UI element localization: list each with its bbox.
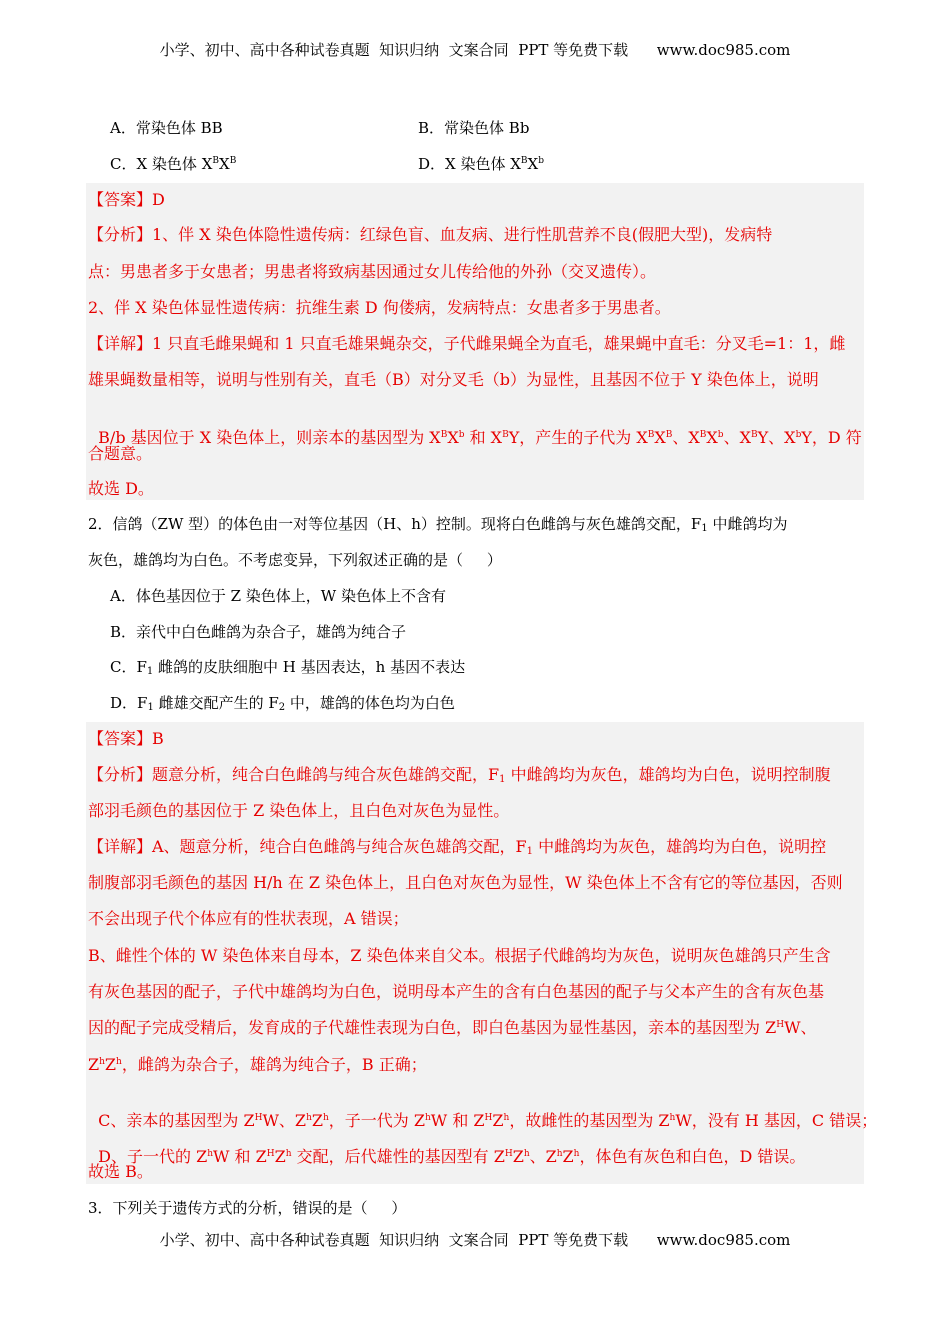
q2-detail-line: C、亲本的基因型为 $Z^HW$、$Z^hZ^h$，子一代为 $Z^hW$ 和 $Z^HZ^h$，故雌性的基因型为 $Z^hW$，没有 H 基因，C 错误； bbox=[98, 1111, 878, 1130]
page-header: 小学、初中、高中各种试卷真题 知识归纳 文案合同 PPT 等免费下载 www.doc985.com bbox=[159, 41, 791, 59]
q2-answer: 【答案】B bbox=[88, 729, 164, 748]
q3-stem: 3．下列关于遗传方式的分析，错误的是（ ） bbox=[88, 1199, 407, 1217]
q2-detail-line: $Z^hZ^h$，雌鸽为杂合子，雄鸽为纯合子，B 正确； bbox=[88, 1055, 427, 1074]
q1-analysis-line: 2、伴 X 染色体显性遗传病：抗维生素 D 佝偻病，发病特点：女患者多于男患者。 bbox=[88, 298, 671, 317]
q2-stem: 灰色，雄鸽均为白色。不考虑变异，下列叙述正确的是（ ） bbox=[88, 551, 502, 569]
page-footer: 小学、初中、高中各种试卷真题 知识归纳 文案合同 PPT 等免费下载 www.doc985.com bbox=[159, 1231, 791, 1249]
q1-option-a: A．常染色体 BB bbox=[110, 119, 223, 137]
q1-option-c: C．X 染色体 $X^BX^B$ bbox=[110, 155, 237, 173]
q1-detail-line: 合题意。 bbox=[88, 444, 153, 463]
q2-detail-line: 不会出现子代个体应有的性状表现，A 错误； bbox=[88, 909, 409, 928]
q1-detail-line: 【详解】1 只直毛雌果蝇和 1 只直毛雄果蝇杂交，子代雌果蝇全为直毛，雄果蝇中直毛：分叉毛=1：1，雌 bbox=[88, 334, 846, 353]
q1-option-b: B．常染色体 Bb bbox=[418, 119, 530, 137]
q2-analysis-line: 【分析】题意分析，纯合白色雌鸽与纯合灰色雄鸽交配，$F_1$ 中雌鸽均为灰色，雄鸽均为白色，说明控制腹 bbox=[88, 765, 831, 785]
q1-detail-line: 雄果蝇数量相等，说明与性别有关，直毛（B）对分叉毛（b）为显性，且基因不位于 Y 染色体上，说明 bbox=[88, 370, 819, 389]
q2-conclusion: 故选 B。 bbox=[88, 1162, 153, 1181]
q2-analysis-line: 部羽毛颜色的基因位于 Z 染色体上，且白色对灰色为显性。 bbox=[88, 801, 510, 820]
q2-stem: 2．信鸽（ZW 型）的体色由一对等位基因（H、h）控制。现将白色雌鸽与灰色雄鸽交配，$F_1$ 中雌鸽均为 bbox=[88, 515, 788, 534]
q2-detail-line: 【详解】A、题意分析，纯合白色雌鸽与纯合灰色雄鸽交配，$F_1$ 中雌鸽均为灰色，雄鸽均为白色，说明控 bbox=[88, 837, 827, 857]
q2-option-a: A．体色基因位于 Z 染色体上，W 染色体上不含有 bbox=[110, 587, 446, 605]
q2-option-c: C．$F_1$ 雌鸽的皮肤细胞中 H 基因表达，h 基因不表达 bbox=[110, 658, 466, 677]
q2-option-b: B．亲代中白色雌鸽为杂合子，雄鸽为纯合子 bbox=[110, 623, 407, 641]
q2-option-d: D．$F_1$ 雌雄交配产生的 $F_2$ 中，雄鸽的体色均为白色 bbox=[110, 694, 455, 713]
q2-detail-line: 因的配子完成受精后，发育成的子代雄性表现为白色，即白色基因为显性基因，亲本的基因型为 $Z^HW$、 bbox=[88, 1018, 817, 1037]
q2-detail-line: 制腹部羽毛颜色的基因 H/h 在 Z 染色体上，且白色对灰色为显性，W 染色体上不含有它的等位基因，否则 bbox=[88, 873, 843, 892]
q1-detail-line: B/b 基因位于 X 染色体上，则亲本的基因型为 $X^BX^b$ 和 $X^BY$，产生的子代为 $X^BX^B$、$X^BX^b$、$X^BY$、$X^bY$，D 符 bbox=[98, 428, 862, 447]
q2-detail-line: B、雌性个体的 W 染色体来自母本，Z 染色体来自父本。根据子代雌鸽均为灰色，说明灰色雄鸽只产生含 bbox=[88, 946, 831, 965]
q2-detail-line: 有灰色基因的配子，子代中雄鸽均为白色，说明母本产生的含有白色基因的配子与父本产生的含有灰色基 bbox=[88, 982, 825, 1001]
q2-detail-line: D、子一代的 $Z^hW$ 和 $Z^HZ^h$ 交配，后代雄性的基因型有 $Z^HZ^h$、$Z^hZ^h$，体色有灰色和白色，D 错误。 bbox=[98, 1147, 806, 1166]
q1-answer: 【答案】D bbox=[88, 190, 165, 209]
q1-analysis-line: 点：男患者多于女患者；男患者将致病基因通过女儿传给他的外孙（交叉遗传）。 bbox=[88, 262, 657, 281]
q1-analysis-line: 【分析】1、伴 X 染色体隐性遗传病：红绿色盲、血友病、进行性肌营养不良(假肥大型)，发病特 bbox=[88, 225, 773, 244]
q1-conclusion: 故选 D。 bbox=[88, 479, 154, 498]
q1-option-d: D．X 染色体 $X^BX^b$ bbox=[418, 155, 544, 173]
